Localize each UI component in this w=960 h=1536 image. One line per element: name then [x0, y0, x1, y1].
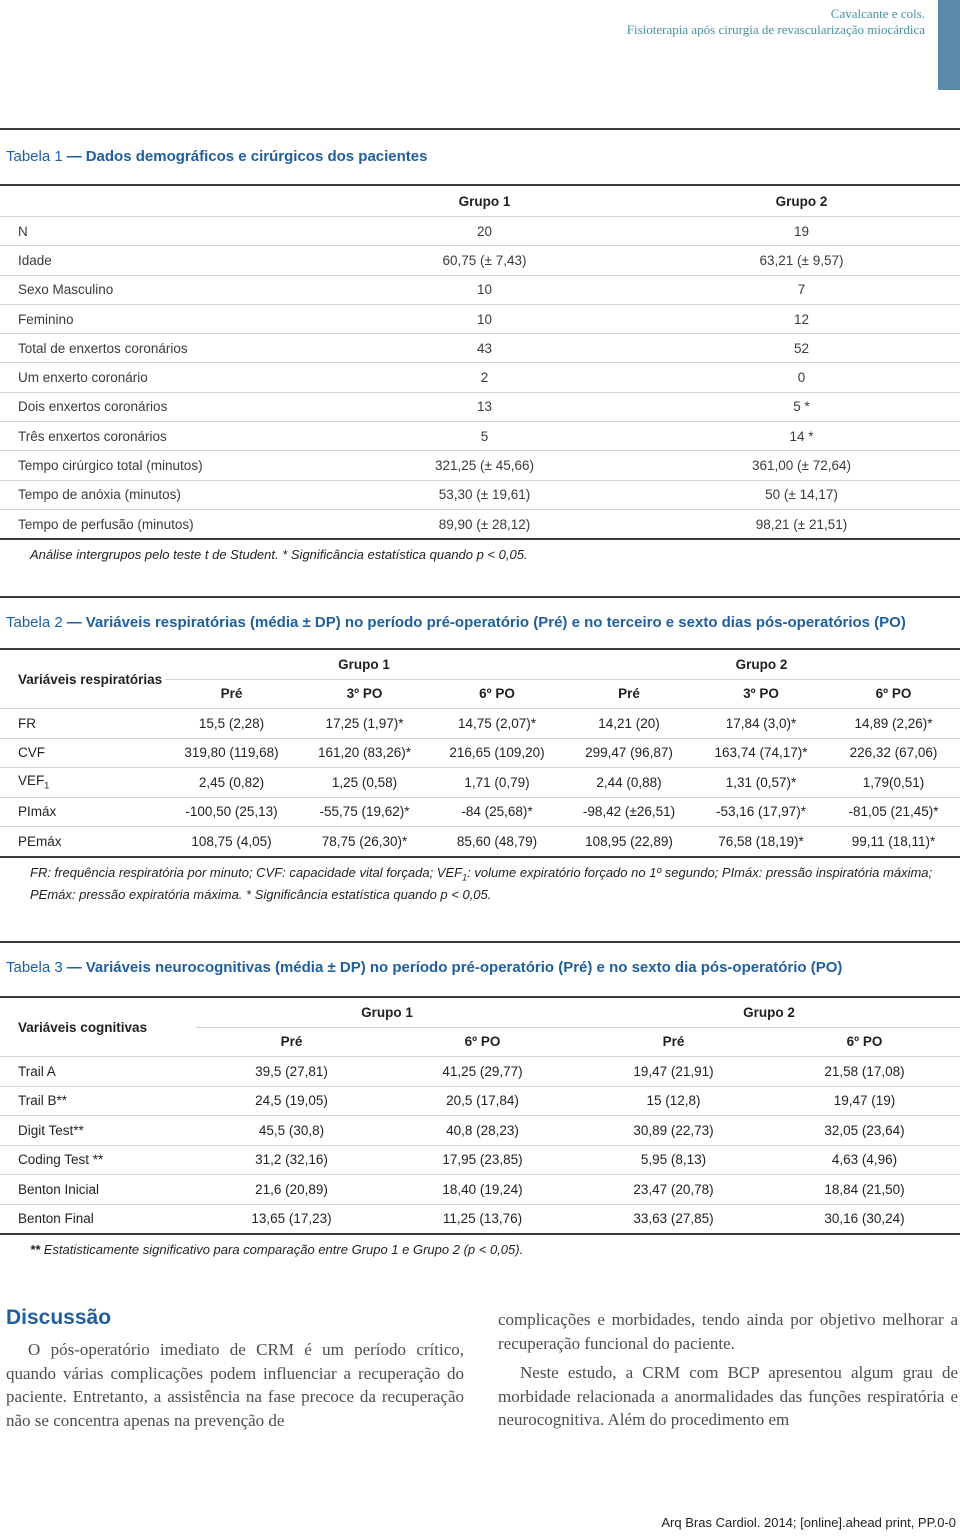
cell-grupo2: 7 [643, 275, 960, 304]
table-cell: 17,25 (1,97)* [298, 709, 431, 739]
cell-grupo1: 89,90 (± 28,12) [326, 509, 643, 539]
table2-footnote [0, 858, 960, 904]
table-cell: 14,75 (2,07)* [431, 709, 563, 739]
table-cell: 19,47 (21,91) [578, 1057, 769, 1087]
row-label: PImáx [0, 797, 165, 827]
cell-grupo1: 10 [326, 275, 643, 304]
row-label: Sexo Masculino [0, 275, 326, 304]
table-cell: 45,5 (30,8) [196, 1116, 387, 1146]
table1-col-grupo2: Grupo 2 [643, 186, 960, 217]
table-row [0, 509, 960, 539]
header-short-title: Fisioterapia após cirurgia de revascularização miocárdica [626, 22, 925, 37]
table3-footnote [0, 1235, 960, 1258]
cell-grupo1: 321,25 (± 45,66) [326, 451, 643, 480]
table-cell: 319,80 (119,68) [165, 738, 298, 768]
table3-block [0, 941, 960, 1258]
table3-sub-header: Pré [578, 1027, 769, 1057]
table2-sub-header: Pré [563, 679, 695, 709]
table-cell: -53,16 (17,97)* [695, 797, 827, 827]
row-label: Benton Inicial [0, 1175, 196, 1205]
table3-sub-header: 6º PO [769, 1027, 960, 1057]
header-accent-bar [938, 0, 960, 90]
table-row [0, 768, 960, 798]
table-cell: 14,21 (20) [563, 709, 695, 739]
table-cell: -98,42 (±26,51) [563, 797, 695, 827]
table2-footnote-line2: PEmáx: pressão expiratória máxima. * Significância estatística quando p < 0,05. [30, 887, 492, 903]
footnote-text: FR: frequência respiratória por minuto; CVF: capacidade vital forçada; VEF [30, 864, 463, 880]
row-label: CVF [0, 738, 165, 768]
table-row [0, 709, 960, 739]
table2-group2-header: Grupo 2 [563, 650, 960, 679]
discussion-paragraph: Neste estudo, a CRM com BCP apresentou algum grau de morbidade relacionada a anormalidades das funções respiratória e neurocognitiva. Além do procedimento em [498, 1363, 958, 1429]
table3-title: Variáveis neurocognitivas (média ± DP) no período pré-operatório (Pré) e no sexto dia pós-operatório (PO) [85, 959, 843, 976]
footnote-text: Estatisticamente significativo para comparação entre Grupo 1 e Grupo 2 (p < 0,05). [43, 1242, 524, 1257]
row-label: FR [0, 709, 165, 739]
table-cell: 1,25 (0,58) [298, 768, 431, 798]
row-label: Tempo de anóxia (minutos) [0, 480, 326, 509]
table-cell: 78,75 (26,30)* [298, 827, 431, 857]
row-label: Trail B** [0, 1086, 196, 1116]
table-row [0, 827, 960, 857]
cell-grupo1: 43 [326, 334, 643, 363]
table2-footnote-line1 [30, 864, 960, 887]
discussion-heading: Discussão [6, 1306, 112, 1329]
table-cell: 20,5 (17,84) [387, 1086, 578, 1116]
footer-citation: Arq Bras Cardiol. 2014; [online].ahead print, PP.0-0 [661, 1515, 956, 1530]
table-row [0, 738, 960, 768]
row-label: Benton Final [0, 1204, 196, 1234]
table-cell: 41,25 (29,77) [387, 1057, 578, 1087]
cell-grupo1: 13 [326, 392, 643, 421]
row-label: Feminino [0, 304, 326, 333]
cell-grupo1: 10 [326, 304, 643, 333]
row-label: Total de enxertos coronários [0, 334, 326, 363]
cell-grupo1: 20 [326, 217, 643, 246]
table-cell: 1,31 (0,57)* [695, 768, 827, 798]
footnote-marker: ** [30, 1242, 41, 1257]
table-cell: 216,65 (109,20) [431, 738, 563, 768]
row-label-subscript: 1 [44, 781, 50, 792]
table-row [0, 1175, 960, 1205]
row-label: Dois enxertos coronários [0, 392, 326, 421]
table1-title: Dados demográficos e cirúrgicos dos pacientes [85, 148, 428, 165]
cell-grupo2: 5 * [643, 392, 960, 421]
table-cell: -84 (25,68)* [431, 797, 563, 827]
table2-sub-header: 6º PO [827, 679, 960, 709]
discussion-paragraph: complicações e morbidades, tendo ainda por objetivo melhorar a recuperação funcional do paciente. [498, 1310, 958, 1353]
row-label: PEmáx [0, 827, 165, 857]
table-cell: 85,60 (48,79) [431, 827, 563, 857]
table1-label: Tabela 1 [6, 148, 63, 165]
table-row [0, 451, 960, 480]
cell-grupo2: 361,00 (± 72,64) [643, 451, 960, 480]
table-row [0, 1086, 960, 1116]
table2-sub-header: 3º PO [298, 679, 431, 709]
table2-caption: Tabela 2 — Variáveis respiratórias (média ± DP) no período pré-operatório (Pré) e no terceiro e sexto dias pós-operatórios (PO) [6, 614, 906, 631]
table3 [0, 998, 960, 1235]
cell-grupo2: 63,21 (± 9,57) [643, 246, 960, 275]
table3-group-row [0, 998, 960, 1027]
table-cell: 39,5 (27,81) [196, 1057, 387, 1087]
table-row [0, 422, 960, 451]
table3-var-header: Variáveis cognitivas [0, 998, 196, 1057]
table-cell: 21,6 (20,89) [196, 1175, 387, 1205]
table1-header-row [0, 186, 960, 217]
table2-sub-header: Pré [165, 679, 298, 709]
table3-label: Tabela 3 [6, 959, 63, 976]
table-cell: 30,16 (30,24) [769, 1204, 960, 1234]
table1-footnote: Análise intergrupos pelo teste t de Student. * Significância estatística quando p < 0,05. [30, 547, 528, 563]
row-label: Três enxertos coronários [0, 422, 326, 451]
table2-sub-header: 3º PO [695, 679, 827, 709]
row-label: Tempo de perfusão (minutos) [0, 509, 326, 539]
row-label: Idade [0, 246, 326, 275]
table2-group-row [0, 650, 960, 679]
table-row [0, 1145, 960, 1175]
discussion-left-column [6, 1338, 464, 1438]
cell-grupo2: 12 [643, 304, 960, 333]
footnote-text: : volume expiratório forçado no 1º segundo; PImáx: pressão inspiratória máxima; [467, 864, 933, 880]
table-row [0, 392, 960, 421]
row-label [0, 768, 165, 798]
table-row [0, 480, 960, 509]
table-cell: 5,95 (8,13) [578, 1145, 769, 1175]
table-row [0, 363, 960, 392]
table-cell: 23,47 (20,78) [578, 1175, 769, 1205]
table2-var-header: Variáveis respiratórias [0, 650, 165, 709]
table3-caption: Tabela 3 — Variáveis neurocognitivas (média ± DP) no período pré-operatório (Pré) e no sexto dia pós-operatório (PO) [6, 959, 843, 976]
table-cell: 163,74 (74,17)* [695, 738, 827, 768]
table-row [0, 246, 960, 275]
table-cell: 31,2 (32,16) [196, 1145, 387, 1175]
table2-title: Variáveis respiratórias (média ± DP) no período pré-operatório (Pré) e no terceiro e sexto dias pós-operatórios (PO) [85, 614, 906, 631]
table-cell: -100,50 (25,13) [165, 797, 298, 827]
table-cell: 11,25 (13,76) [387, 1204, 578, 1234]
discussion-paragraph: O pós-operatório imediato de CRM é um período crítico, quando várias complicações podem influenciar a recuperação do paciente. Entretanto, a assistência na fase precoce da recuperação não se concentra apenas na prevenção de [6, 1340, 464, 1430]
table-row [0, 797, 960, 827]
table-cell: 15,5 (2,28) [165, 709, 298, 739]
table1-caption: Tabela 1 — Dados demográficos e cirúrgicos dos pacientes [6, 148, 428, 165]
cell-grupo1: 5 [326, 422, 643, 451]
row-label: Trail A [0, 1057, 196, 1087]
table-cell: 30,89 (22,73) [578, 1116, 769, 1146]
table-cell: 21,58 (17,08) [769, 1057, 960, 1087]
table-cell: 226,32 (67,06) [827, 738, 960, 768]
cell-grupo1: 2 [326, 363, 643, 392]
table-row [0, 275, 960, 304]
table-cell: 15 (12,8) [578, 1086, 769, 1116]
table-cell: 24,5 (19,05) [196, 1086, 387, 1116]
table-row [0, 304, 960, 333]
cell-grupo1: 60,75 (± 7,43) [326, 246, 643, 275]
table2-label: Tabela 2 [6, 614, 63, 631]
cell-grupo2: 0 [643, 363, 960, 392]
row-label-text: VEF [18, 773, 45, 789]
table-cell: 33,63 (27,85) [578, 1204, 769, 1234]
row-label: Um enxerto coronário [0, 363, 326, 392]
table-cell: 76,58 (18,19)* [695, 827, 827, 857]
discussion-right-column [498, 1308, 958, 1438]
table2-sub-header: 6º PO [431, 679, 563, 709]
table3-group2-header: Grupo 2 [578, 998, 960, 1027]
table-row [0, 217, 960, 246]
table-cell: 2,44 (0,88) [563, 768, 695, 798]
table2-group1-header: Grupo 1 [165, 650, 563, 679]
table-cell: 14,89 (2,26)* [827, 709, 960, 739]
table3-group1-header: Grupo 1 [196, 998, 578, 1027]
table-row [0, 1204, 960, 1234]
cell-grupo2: 14 * [643, 422, 960, 451]
table-cell: 108,75 (4,05) [165, 827, 298, 857]
running-header [627, 6, 925, 38]
table-cell: 2,45 (0,82) [165, 768, 298, 798]
table-cell: 1,71 (0,79) [431, 768, 563, 798]
table-cell: 17,95 (23,85) [387, 1145, 578, 1175]
table1-block [0, 128, 960, 563]
table3-sub-header: Pré [196, 1027, 387, 1057]
table-cell: 40,8 (28,23) [387, 1116, 578, 1146]
row-label: Digit Test** [0, 1116, 196, 1146]
table-cell: 299,47 (96,87) [563, 738, 695, 768]
table-cell: 108,95 (22,89) [563, 827, 695, 857]
table-cell: 4,63 (4,96) [769, 1145, 960, 1175]
table-cell: 161,20 (83,26)* [298, 738, 431, 768]
table-row [0, 1116, 960, 1146]
table-cell: -55,75 (19,62)* [298, 797, 431, 827]
table-cell: 19,47 (19) [769, 1086, 960, 1116]
table-cell: 99,11 (18,11)* [827, 827, 960, 857]
table1-col-grupo1: Grupo 1 [326, 186, 643, 217]
row-label: N [0, 217, 326, 246]
row-label: Tempo cirúrgico total (minutos) [0, 451, 326, 480]
table-row [0, 1057, 960, 1087]
table2-block [0, 596, 960, 903]
cell-grupo2: 50 (± 14,17) [643, 480, 960, 509]
cell-grupo2: 52 [643, 334, 960, 363]
footnote-subscript: 1 [462, 872, 468, 883]
table-cell: 17,84 (3,0)* [695, 709, 827, 739]
table-cell: -81,05 (21,45)* [827, 797, 960, 827]
table-cell: 18,40 (19,24) [387, 1175, 578, 1205]
table-cell: 32,05 (23,64) [769, 1116, 960, 1146]
table1 [0, 186, 960, 540]
header-authors: Cavalcante e cols. [830, 6, 925, 21]
table-cell: 13,65 (17,23) [196, 1204, 387, 1234]
table2 [0, 650, 960, 858]
cell-grupo2: 19 [643, 217, 960, 246]
table-cell: 18,84 (21,50) [769, 1175, 960, 1205]
table3-sub-header: 6º PO [387, 1027, 578, 1057]
cell-grupo2: 98,21 (± 21,51) [643, 509, 960, 539]
table-cell: 1,79(0,51) [827, 768, 960, 798]
row-label: Coding Test ** [0, 1145, 196, 1175]
table-row [0, 334, 960, 363]
cell-grupo1: 53,30 (± 19,61) [326, 480, 643, 509]
